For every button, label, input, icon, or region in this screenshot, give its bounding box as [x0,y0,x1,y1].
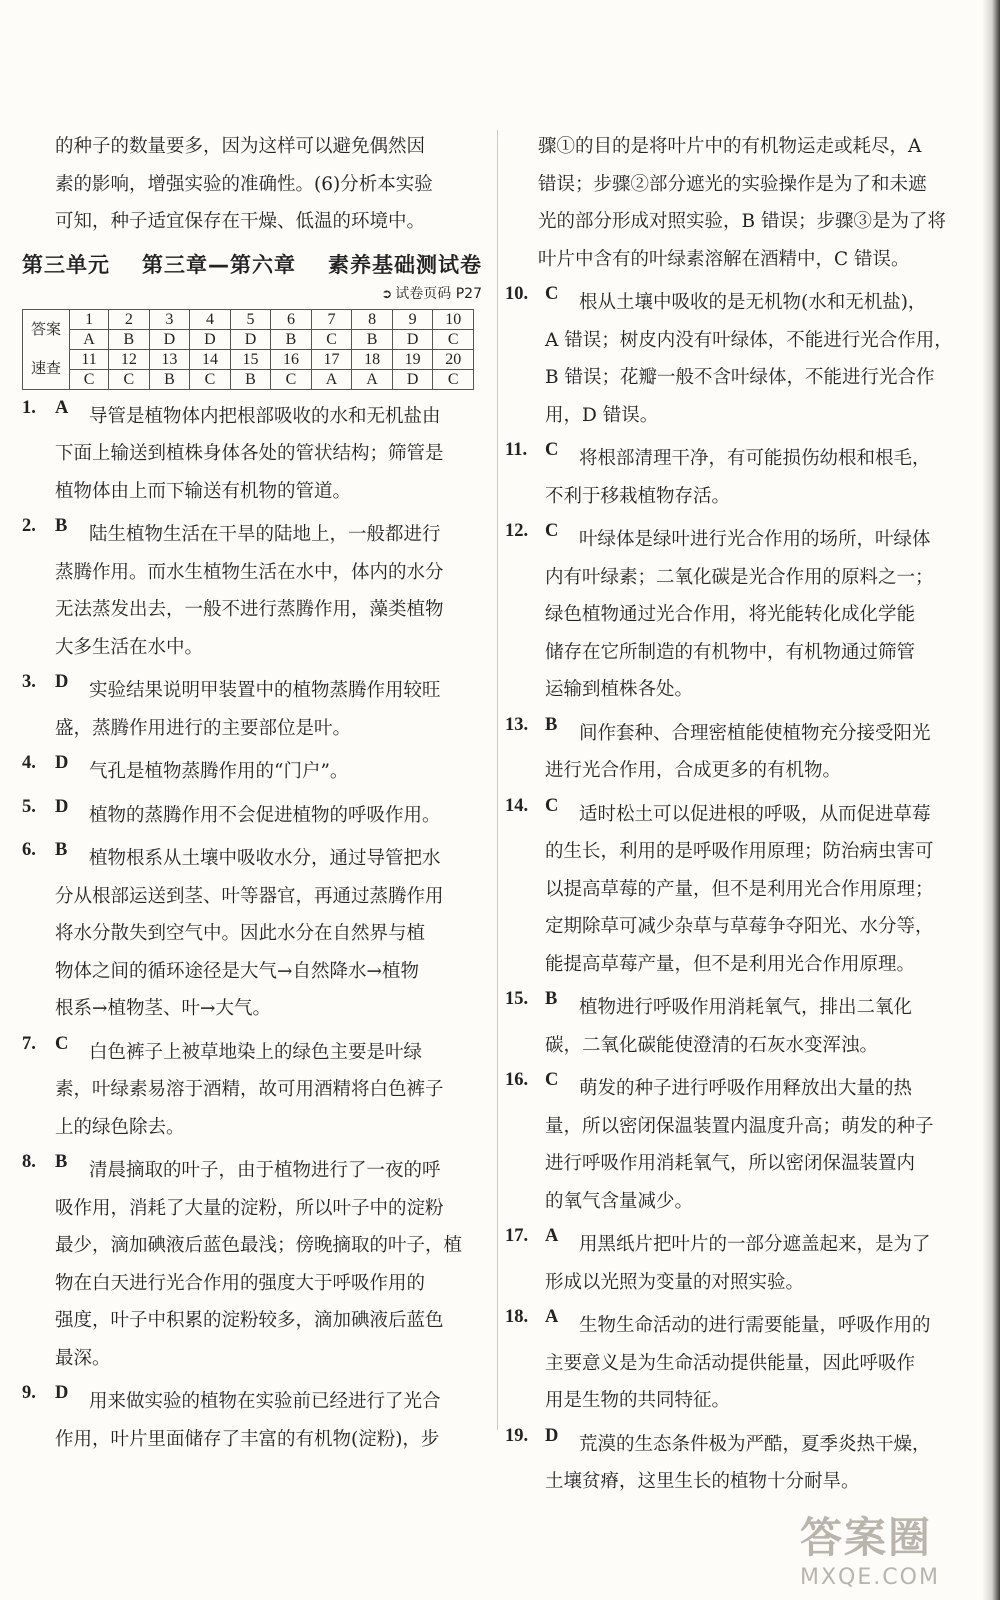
answer-letter: B [271,329,312,349]
explanation-line: 盛，蒸腾作用进行的主要部位是叶。 [55,717,352,739]
question-number: 16. [505,1070,529,1090]
answer-letter: D [190,329,231,349]
left-column [22,128,482,1464]
explanation-line: 植物进行呼吸作用消耗氧气，排出二氧化 [579,997,913,1018]
answer-explanation-item [505,521,960,709]
answer-letter: D [55,796,69,817]
explanation-line: 绿色植物通过光合作用，将光能转化成化学能 [545,604,916,625]
explanation-line: 不利于移栽植物存活。 [545,485,731,507]
explanation-line: 导管是植物体内把根部吸收的水和无机盐由 [89,405,441,427]
question-number: 19. [505,1425,529,1446]
explanation-line-row [22,591,482,629]
explanation-line-row [505,752,960,790]
explanation-line-row [505,1463,960,1501]
right-answer-list [505,284,960,1501]
explanation-line: 将水分散失到空气中。因此水分在自然界与植 [55,923,426,944]
explanation-line-row [505,322,960,360]
explanation-line-row [505,1382,960,1420]
answer-explanation-item [505,796,960,984]
explanation-line-row [22,753,482,791]
explanation-line-row [22,1265,482,1303]
explanation-line: 用黑纸片把叶片的一部分遮盖起来，是为了 [579,1234,931,1255]
explanation-line: 蒸腾作用。而水生植物生活在水中，体内的水分 [55,561,444,583]
explanation-line: 最少，滴加碘液后蓝色最浅；傍晚摘取的叶子，植 [55,1235,463,1256]
section-title-chapters: 第三章—第六章 [142,252,296,277]
answer-letter: D [55,672,69,692]
question-number: 2. [22,516,36,536]
explanation-line: 的生长，利用的是呼吸作用原理；防治病虫害可 [545,841,934,862]
question-number: 10 [433,309,474,329]
explanation-line-row [505,1345,960,1383]
explanation-line-row [22,554,482,592]
explanation-line-row [22,797,482,835]
explanation-line-row [22,1421,482,1459]
explanation-line-row [505,559,960,597]
explanation-line: 下面上输送到植株身体各处的管状结构；筛管是 [55,443,444,464]
explanation-line-row [505,871,960,909]
question-number: 11. [505,440,528,460]
answer-letter: C [545,284,559,304]
explanation-line-row [22,629,482,667]
explanation-line: 作用，叶片里面储存了丰富的有机物(淀粉)，步 [55,1428,440,1450]
explanation-line-row [22,1152,482,1190]
table-row [23,349,474,369]
explanation-line-row [505,1307,960,1345]
explanation-line: 萌发的种子进行呼吸作用释放出大量的热 [579,1078,913,1099]
explanation-line: 用来做实验的植物在实验前已经进行了光合 [89,1391,441,1412]
explanation-line: 用是生物的共同特征。 [545,1390,731,1411]
section-title [22,249,482,279]
explanation-line: 以提高草莓的产量，但不是利用光合作用原理； [545,878,934,900]
answer-letter: C [545,795,559,816]
explanation-line: 最深。 [55,1347,111,1369]
explanation-line-row [22,435,482,473]
answer-letter: D [230,329,271,349]
question-number: 1. [22,397,36,418]
explanation-line: 间作套种、合理密植能使植物充分接受阳光 [579,722,931,744]
answer-letter: A [311,369,352,389]
question-number: 17 [311,349,352,369]
explanation-line: A 错误；树皮内没有叶绿体，不能进行光合作用， [545,329,953,351]
question-number: 2 [109,309,150,329]
answer-letter: B [545,714,558,735]
explanation-line: 分从根部运送到茎、叶等器官，再通过蒸腾作用 [55,885,444,907]
left-intro-line: 可知，种子适宜保存在干燥、低温的环境中。 [55,211,426,232]
answer-letter: C [271,369,312,389]
explanation-line: 碳，二氧化碳能使澄清的石灰水变浑浊。 [545,1034,879,1056]
question-number: 4. [22,753,36,773]
explanation-line: 用，D 错误。 [545,404,659,426]
explanation-line: 植物根系从土壤中吸收水分，通过导管把水 [89,848,441,869]
question-number: 14. [505,795,529,816]
explanation-line: 荒漠的生态条件极为严酷，夏季炎热干燥， [579,1433,931,1455]
answer-letter: C [545,521,559,541]
answer-letter: B [55,840,68,860]
explanation-line-row [22,672,482,710]
explanation-line-row [505,596,960,634]
explanation-line-row [22,1190,482,1228]
explanation-line: 吸作用，消耗了大量的淀粉，所以叶子中的淀粉 [55,1197,444,1219]
answer-letter: B [352,329,393,349]
explanation-line-row [505,1264,960,1302]
explanation-line: 物体之间的循环途径是大气→自然降水→植物 [55,960,420,982]
explanation-line-row [505,1183,960,1221]
left-intro [22,128,482,241]
explanation-line-row [505,397,960,435]
answer-explanation-item [22,398,482,511]
explanation-line-row [505,521,960,559]
explanation-line-row [22,990,482,1028]
right-column [505,128,960,1507]
answer-letter: B [230,369,271,389]
answer-letter: C [545,1070,559,1090]
arrow-circle-icon: ➲ [381,286,393,302]
answer-letter: A [70,329,109,349]
left-intro-line: 素的影响，增强实验的准确性。(6)分析本实验 [55,173,433,195]
explanation-line-row [505,1226,960,1264]
question-number: 4 [190,309,231,329]
explanation-line: B 错误；花瓣一般不含叶绿体，不能进行光合作 [545,367,935,388]
explanation-line-row [505,359,960,397]
answer-explanation-item [505,1226,960,1301]
question-number: 13. [505,714,529,735]
answer-letter: C [545,440,559,460]
explanation-line-row [22,710,482,748]
answer-letter: C [433,329,474,349]
answer-letter: A [545,1226,559,1246]
page-reference-text: 试卷页码 P27 [395,285,482,302]
explanation-line: 土壤贫瘠，这里生长的植物十分耐旱。 [545,1471,860,1492]
answer-explanation-item [22,797,482,835]
question-number: 3. [22,672,36,692]
explanation-line-row [505,1108,960,1146]
right-intro [505,128,960,278]
question-number: 5 [230,309,271,329]
answer-letter: B [109,329,150,349]
question-number: 6. [22,840,36,860]
explanation-line: 的氧气含量减少。 [545,1190,694,1212]
explanation-line: 物在白天进行光合作用的强度大于呼吸作用的 [55,1272,426,1294]
answer-explanation-item [22,1034,482,1147]
question-number: 18. [505,1307,529,1327]
explanation-line: 内有叶绿素；二氧化碳是光合作用的原料之一； [545,566,934,588]
question-number: 7 [311,309,352,329]
explanation-line-row [22,1227,482,1265]
question-number: 18 [352,349,393,369]
explanation-line-row [22,516,482,554]
explanation-line: 能提高草莓产量，但不是利用光合作用原理。 [545,953,916,975]
page-reference [22,283,482,303]
question-number: 16 [271,349,312,369]
explanation-line-row [22,398,482,436]
explanation-line: 形成以光照为变量的对照实验。 [545,1271,805,1293]
explanation-line: 上的绿色除去。 [55,1116,185,1138]
watermark-top: 答案圈 [800,1513,933,1562]
explanation-line: 储存在它所制造的有机物中，有机物通过筛管 [545,641,916,663]
answer-letter: A [352,369,393,389]
explanation-line: 白色裤子上被草地染上的绿色主要是叶绿 [89,1041,423,1063]
explanation-line-row [505,1426,960,1464]
column-divider [497,130,498,1430]
explanation-line: 强度，叶子中积累的淀粉较多，滴加碘液后蓝色 [55,1310,444,1331]
explanation-line-row [22,1340,482,1378]
answer-explanation-item [22,1383,482,1458]
explanation-line-row [505,478,960,516]
answer-letter: C [433,369,474,389]
explanation-line-row [505,908,960,946]
explanation-line-row [505,1145,960,1183]
explanation-line: 运输到植株各处。 [545,679,694,700]
explanation-line: 将根部清理干净，有可能损伤幼根和根毛， [579,448,931,469]
explanation-line-row [22,1034,482,1072]
question-number: 20 [433,349,474,369]
answer-letter: A [545,1307,559,1327]
explanation-line: 进行光合作用，合成更多的有机物。 [545,760,842,781]
question-number: 17. [505,1226,529,1246]
explanation-line: 大多生活在水中。 [55,636,204,658]
explanation-line-row [505,634,960,672]
explanation-line: 素，叶绿素易溶于酒精，故可用酒精将白色裤子 [55,1079,444,1100]
explanation-line-row [22,1109,482,1147]
question-number: 9. [22,1383,36,1403]
explanation-line-row [22,878,482,916]
explanation-line-row [505,440,960,478]
explanation-line: 植物体由上而下输送有机物的管道。 [55,480,352,502]
explanation-line: 植物的蒸腾作用不会促进植物的呼吸作用。 [89,804,441,826]
explanation-line: 生物生命活动的进行需要能量，呼吸作用的 [579,1315,931,1336]
answer-explanation-item [505,440,960,515]
answer-explanation-item [22,672,482,747]
answer-explanation-item [505,1426,960,1501]
right-intro-line: 叶片中含有的叶绿素溶解在酒精中，C 错误。 [538,248,910,270]
explanation-line: 实验结果说明甲装置中的植物蒸腾作用较旺 [89,680,441,701]
explanation-line-row [22,473,482,511]
answer-explanation-item [505,1307,960,1420]
explanation-line-row [22,953,482,991]
question-number: 10. [505,284,529,304]
answer-letter: D [545,1425,559,1446]
question-number: 13 [149,349,190,369]
explanation-line: 无法蒸发出去，一般不进行蒸腾作用，藻类植物 [55,599,444,620]
table-row [23,309,474,329]
explanation-line: 定期除草可减少杂草与草莓争夺阳光、水分等， [545,916,934,937]
answer-explanation-item [22,753,482,791]
explanation-line-row [505,989,960,1027]
question-number: 7. [22,1033,36,1054]
explanation-line: 气孔是植物蒸腾作用的“门户”。 [89,761,349,782]
explanation-line-row [505,1070,960,1108]
answer-letter: B [149,369,190,389]
explanation-line: 叶绿体是绿叶进行光合作用的场所，叶绿体 [579,529,931,550]
question-number: 9 [392,309,433,329]
explanation-line-row [22,1383,482,1421]
answer-letter: D [149,329,190,349]
watermark-logo [800,1505,970,1595]
answer-letter: D [392,329,433,349]
explanation-line-row [22,840,482,878]
answer-letter: C [311,329,352,349]
page-edge-shadow [982,0,1000,1600]
answer-explanation-item [22,1152,482,1377]
answer-letter: D [392,369,433,389]
explanation-line-row [505,796,960,834]
answer-explanation-item [505,1070,960,1220]
question-number: 12. [505,521,529,541]
answer-letter: C [55,1033,69,1054]
answer-explanation-item [505,284,960,434]
answer-letter: B [545,989,558,1009]
question-number: 12 [109,349,150,369]
explanation-line-row [505,1027,960,1065]
answer-letter: A [55,397,69,418]
question-number: 8. [22,1152,36,1172]
answer-letter: C [109,369,150,389]
answer-letter: B [55,516,68,536]
explanation-line-row [505,833,960,871]
explanation-line: 适时松土可以促进根的呼吸，从而促进草莓 [579,803,931,825]
explanation-line-row [22,1302,482,1340]
question-number: 3 [149,309,190,329]
question-number: 14 [190,349,231,369]
answer-explanation-item [22,516,482,666]
question-number: 6 [271,309,312,329]
left-answer-list [22,398,482,1459]
answer-explanation-item [22,840,482,1028]
answer-letter: C [190,369,231,389]
explanation-line: 进行呼吸作用消耗氧气，所以密闭保温装置内 [545,1153,916,1174]
question-number: 15. [505,989,529,1009]
right-intro-line: 骤①的目的是将叶片中的有机物运走或耗尽，A [538,136,922,157]
question-number: 15 [230,349,271,369]
answer-letter: D [55,753,69,773]
answer-explanation-item [505,715,960,790]
question-number: 1 [70,309,109,329]
right-intro-line: 错误；步骤②部分遮光的实验操作是为了和未遮 [538,173,927,195]
explanation-line-row [505,671,960,709]
answer-letter: B [55,1152,68,1172]
explanation-line-row [505,715,960,753]
section-title-test: 素养基础测试卷 [328,252,482,277]
question-number: 19 [392,349,433,369]
watermark-bottom: MXQE.COM [800,1565,940,1590]
answer-explanation-item [505,989,960,1064]
question-number: 11 [70,349,109,369]
explanation-line: 清晨摘取的叶子，由于植物进行了一夜的呼 [89,1160,441,1181]
right-intro-line: 光的部分形成对照实验，B 错误；步骤③是为了将 [538,211,946,232]
answer-letter: C [70,369,109,389]
explanation-line: 主要意义是为生命活动提供能量，因此呼吸作 [545,1352,916,1374]
explanation-line-row [22,1071,482,1109]
table-row [23,329,474,349]
explanation-line: 量，所以密闭保温装置内温度升高；萌发的种子 [545,1115,934,1137]
question-number: 8 [352,309,393,329]
left-intro-line: 的种子的数量要多，因为这样可以避免偶然因 [55,136,426,157]
answer-quick-check-table [22,309,474,390]
explanation-line: 陆生植物生活在干旱的陆地上，一般都进行 [89,524,441,545]
explanation-line: 根系→植物茎、叶→大气。 [55,998,272,1019]
explanation-line-row [22,915,482,953]
explanation-line: 根从土壤中吸收的是无机物(水和无机盐)， [579,292,927,313]
table-row [23,369,474,389]
table-label-bottom: 速查 [23,349,70,389]
table-label-top: 答案 [23,309,70,349]
explanation-line-row [505,946,960,984]
section-title-unit: 第三单元 [22,252,110,277]
answer-letter: D [55,1383,69,1403]
question-number: 5. [22,796,36,817]
explanation-line-row [505,284,960,322]
